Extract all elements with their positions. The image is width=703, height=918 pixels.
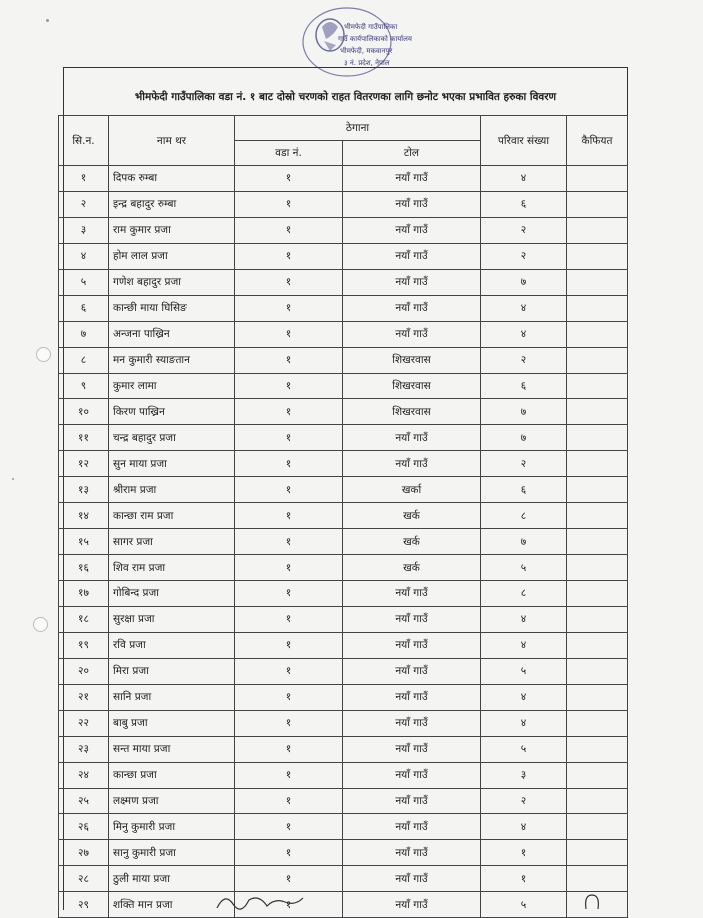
cell-sn: ६	[59, 295, 109, 321]
cell-remarks	[567, 503, 628, 529]
cell-family: ३	[481, 762, 567, 788]
cell-ward: १	[235, 788, 343, 814]
cell-family: २	[481, 451, 567, 477]
cell-tol: नयाँ गाउँ	[343, 840, 481, 866]
cell-name: श्रीराम प्रजा	[109, 477, 235, 503]
cell-sn: २०	[59, 658, 109, 684]
cell-name: सानु कुमारी प्रजा	[109, 840, 235, 866]
cell-sn: २६	[59, 814, 109, 840]
cell-ward: १	[235, 606, 343, 632]
cell-family: ४	[481, 321, 567, 347]
cell-tol: नयाँ गाउँ	[343, 684, 481, 710]
cell-remarks	[567, 762, 628, 788]
cell-ward: १	[235, 321, 343, 347]
cell-remarks	[567, 451, 628, 477]
table-row	[59, 658, 628, 684]
table-row	[59, 477, 628, 503]
cell-remarks	[567, 736, 628, 762]
cell-remarks	[567, 399, 628, 425]
cell-name: ठुली माया प्रजा	[109, 866, 235, 892]
cell-name: अन्जना पाख्रिन	[109, 321, 235, 347]
table-row	[59, 321, 628, 347]
cell-name: राम कुमार प्रजा	[109, 217, 235, 243]
cell-ward: १	[235, 477, 343, 503]
cell-tol: नयाँ गाउँ	[343, 762, 481, 788]
cell-tol: नयाँ गाउँ	[343, 191, 481, 217]
cell-remarks	[567, 710, 628, 736]
cell-ward: १	[235, 166, 343, 192]
table-row	[59, 632, 628, 658]
cell-ward: १	[235, 347, 343, 373]
cell-name: कान्छा राम प्रजा	[109, 503, 235, 529]
cell-tol: नयाँ गाउँ	[343, 581, 481, 607]
cell-family: ४	[481, 684, 567, 710]
cell-remarks	[567, 477, 628, 503]
header-name: नाम थर	[109, 116, 235, 166]
cell-remarks	[567, 166, 628, 192]
cell-name: शिव राम प्रजा	[109, 555, 235, 581]
cell-family: ८	[481, 581, 567, 607]
cell-family: ८	[481, 503, 567, 529]
cell-sn: १	[59, 166, 109, 192]
cell-remarks	[567, 632, 628, 658]
cell-tol: नयाँ गाउँ	[343, 658, 481, 684]
cell-ward: १	[235, 684, 343, 710]
cell-tol: नयाँ गाउँ	[343, 892, 481, 918]
table-row	[59, 373, 628, 399]
seal-line: गाउँ कार्यपालिकाको कार्यालय	[338, 35, 412, 43]
cell-sn: १०	[59, 399, 109, 425]
cell-family: ५	[481, 892, 567, 918]
cell-family: २	[481, 347, 567, 373]
cell-remarks	[567, 581, 628, 607]
cell-remarks	[567, 814, 628, 840]
cell-ward: १	[235, 399, 343, 425]
cell-ward: १	[235, 658, 343, 684]
cell-remarks	[567, 840, 628, 866]
cell-sn: १८	[59, 606, 109, 632]
cell-sn: २५	[59, 788, 109, 814]
cell-family: ४	[481, 166, 567, 192]
cell-remarks	[567, 269, 628, 295]
cell-sn: १७	[59, 581, 109, 607]
cell-name: किरण पाख्रिन	[109, 399, 235, 425]
cell-tol: शिखरवास	[343, 373, 481, 399]
cell-sn: ११	[59, 425, 109, 451]
cell-ward: १	[235, 736, 343, 762]
cell-sn: ४	[59, 243, 109, 269]
cell-name: सागर प्रजा	[109, 529, 235, 555]
cell-tol: नयाँ गाउँ	[343, 425, 481, 451]
cell-ward: १	[235, 217, 343, 243]
cell-tol: शिखरवास	[343, 399, 481, 425]
cell-name: लक्ष्मण प्रजा	[109, 788, 235, 814]
cell-tol: नयाँ गाउँ	[343, 814, 481, 840]
cell-name: रवि प्रजा	[109, 632, 235, 658]
table-row	[59, 399, 628, 425]
cell-tol: नयाँ गाउँ	[343, 710, 481, 736]
cell-sn: २८	[59, 866, 109, 892]
cell-tol: नयाँ गाउँ	[343, 295, 481, 321]
cell-family: १	[481, 866, 567, 892]
cell-tol: नयाँ गाउँ	[343, 166, 481, 192]
cell-family: २	[481, 217, 567, 243]
cell-sn: १३	[59, 477, 109, 503]
cell-remarks	[567, 684, 628, 710]
cell-tol: खर्क	[343, 555, 481, 581]
header-family: परिवार संख्या	[481, 116, 567, 166]
cell-sn: ३	[59, 217, 109, 243]
seal-line: ३ नं. प्रदेश, नेपाल	[344, 59, 390, 67]
cell-sn: ७	[59, 321, 109, 347]
cell-name: सानि प्रजा	[109, 684, 235, 710]
cell-remarks	[567, 243, 628, 269]
cell-ward: १	[235, 710, 343, 736]
cell-tol: खर्का	[343, 477, 481, 503]
cell-family: ४	[481, 632, 567, 658]
table-row	[59, 529, 628, 555]
cell-ward: १	[235, 451, 343, 477]
cell-ward: १	[235, 581, 343, 607]
cell-remarks	[567, 373, 628, 399]
cell-sn: १६	[59, 555, 109, 581]
cell-sn: २	[59, 191, 109, 217]
cell-remarks	[567, 321, 628, 347]
table-row	[59, 710, 628, 736]
cell-family: ५	[481, 736, 567, 762]
table-row	[59, 166, 628, 192]
cell-sn: १२	[59, 451, 109, 477]
cell-sn: ८	[59, 347, 109, 373]
cell-name: इन्द्र बहादुर रुम्बा	[109, 191, 235, 217]
cell-remarks	[567, 788, 628, 814]
header-ward: वडा नं.	[235, 141, 343, 166]
cell-ward: १	[235, 295, 343, 321]
cell-family: ६	[481, 373, 567, 399]
cell-tol: नयाँ गाउँ	[343, 269, 481, 295]
document-sheet	[63, 67, 628, 910]
cell-sn: २२	[59, 710, 109, 736]
cell-family: ७	[481, 399, 567, 425]
cell-ward: १	[235, 191, 343, 217]
cell-name: कान्छी माया घिसिङ	[109, 295, 235, 321]
cell-remarks	[567, 529, 628, 555]
cell-sn: ५	[59, 269, 109, 295]
cell-sn: १५	[59, 529, 109, 555]
cell-ward: १	[235, 503, 343, 529]
cell-name: मिरा प्रजा	[109, 658, 235, 684]
cell-name: दिपक रुम्बा	[109, 166, 235, 192]
cell-remarks	[567, 295, 628, 321]
cell-remarks	[567, 347, 628, 373]
signature-mark	[582, 893, 602, 914]
cell-family: ६	[481, 191, 567, 217]
table-row	[59, 347, 628, 373]
cell-sn: २७	[59, 840, 109, 866]
header-sn: सि.न.	[59, 116, 109, 166]
cell-remarks	[567, 191, 628, 217]
cell-tol: नयाँ गाउँ	[343, 243, 481, 269]
cell-family: २	[481, 243, 567, 269]
cell-ward: १	[235, 373, 343, 399]
scan-speck	[46, 19, 49, 22]
cell-ward: १	[235, 892, 343, 918]
cell-name: कान्छा प्रजा	[109, 762, 235, 788]
cell-ward: १	[235, 269, 343, 295]
cell-family: ४	[481, 710, 567, 736]
table-row	[59, 269, 628, 295]
cell-name: सन्त माया प्रजा	[109, 736, 235, 762]
header-address: ठेगाना	[235, 116, 481, 141]
cell-name: कुमार लामा	[109, 373, 235, 399]
table-row	[59, 788, 628, 814]
table-row	[59, 866, 628, 892]
document-title: भीमफेदी गाउँपालिका वडा नं. १ बाट दोस्रो चरणको राहत वितरणका लागि छनोट भएका प्रभावित हरुका विवरण	[134, 91, 557, 103]
table-row	[59, 684, 628, 710]
cell-tol: शिखरवास	[343, 347, 481, 373]
header-tol: टोल	[343, 141, 481, 166]
cell-sn: २१	[59, 684, 109, 710]
cell-family: ४	[481, 814, 567, 840]
cell-name: मन कुमारी स्याङतान	[109, 347, 235, 373]
table-row	[59, 736, 628, 762]
cell-name: बाबु प्रजा	[109, 710, 235, 736]
header-remarks: कैफियत	[567, 116, 628, 166]
table-row	[59, 243, 628, 269]
table-row	[59, 814, 628, 840]
table-header	[59, 116, 628, 166]
table-row	[59, 503, 628, 529]
cell-sn: १९	[59, 632, 109, 658]
punch-hole	[36, 347, 51, 362]
cell-sn: २३	[59, 736, 109, 762]
cell-tol: नयाँ गाउँ	[343, 217, 481, 243]
cell-family: २	[481, 788, 567, 814]
cell-remarks	[567, 658, 628, 684]
cell-ward: १	[235, 425, 343, 451]
cell-family: ७	[481, 529, 567, 555]
cell-family: ४	[481, 295, 567, 321]
cell-tol: खर्क	[343, 503, 481, 529]
cell-family: ७	[481, 425, 567, 451]
cell-remarks	[567, 866, 628, 892]
cell-name: मिनु कुमारी प्रजा	[109, 814, 235, 840]
cell-tol: नयाँ गाउँ	[343, 451, 481, 477]
cell-name: होम लाल प्रजा	[109, 243, 235, 269]
cell-name: सुरक्षा प्रजा	[109, 606, 235, 632]
cell-tol: नयाँ गाउँ	[343, 788, 481, 814]
table-row	[59, 451, 628, 477]
cell-tol: नयाँ गाउँ	[343, 866, 481, 892]
cell-remarks	[567, 555, 628, 581]
cell-name: गणेश बहादुर प्रजा	[109, 269, 235, 295]
cell-family: ६	[481, 477, 567, 503]
table-row	[59, 555, 628, 581]
cell-ward: १	[235, 840, 343, 866]
cell-ward: १	[235, 529, 343, 555]
cell-name: सुन माया प्रजा	[109, 451, 235, 477]
cell-family: ५	[481, 555, 567, 581]
table-row	[59, 191, 628, 217]
cell-ward: १	[235, 243, 343, 269]
table-row	[59, 295, 628, 321]
cell-remarks	[567, 425, 628, 451]
cell-ward: १	[235, 762, 343, 788]
cell-ward: १	[235, 632, 343, 658]
cell-tol: नयाँ गाउँ	[343, 321, 481, 347]
beneficiary-table	[58, 115, 628, 918]
cell-ward: १	[235, 866, 343, 892]
cell-name: गोबिन्द प्रजा	[109, 581, 235, 607]
cell-tol: नयाँ गाउँ	[343, 606, 481, 632]
table-row	[59, 840, 628, 866]
cell-name: चन्द्र बहादुर प्रजा	[109, 425, 235, 451]
cell-family: ७	[481, 269, 567, 295]
cell-sn: १४	[59, 503, 109, 529]
seal-line: भीमफेदी, मकवानपुर	[340, 47, 393, 55]
cell-family: ५	[481, 658, 567, 684]
cell-sn: २४	[59, 762, 109, 788]
table-body	[59, 166, 628, 918]
signature-mark	[215, 890, 305, 914]
cell-family: १	[481, 840, 567, 866]
cell-sn: २९	[59, 892, 109, 918]
cell-tol: नयाँ गाउँ	[343, 632, 481, 658]
cell-name: शक्ति मान प्रजा	[109, 892, 235, 918]
punch-hole	[33, 617, 48, 632]
table-row	[59, 581, 628, 607]
cell-tol: खर्क	[343, 529, 481, 555]
cell-ward: १	[235, 814, 343, 840]
cell-remarks	[567, 217, 628, 243]
table-row	[59, 606, 628, 632]
table-row	[59, 762, 628, 788]
cell-ward: १	[235, 555, 343, 581]
table-row	[59, 892, 628, 918]
cell-tol: नयाँ गाउँ	[343, 736, 481, 762]
cell-sn: ९	[59, 373, 109, 399]
cell-family: ४	[481, 606, 567, 632]
table-row	[59, 425, 628, 451]
scan-speck	[12, 478, 14, 480]
cell-remarks	[567, 606, 628, 632]
table-row	[59, 217, 628, 243]
seal-line: भीमफेदी गाउँपालिका	[344, 23, 398, 31]
